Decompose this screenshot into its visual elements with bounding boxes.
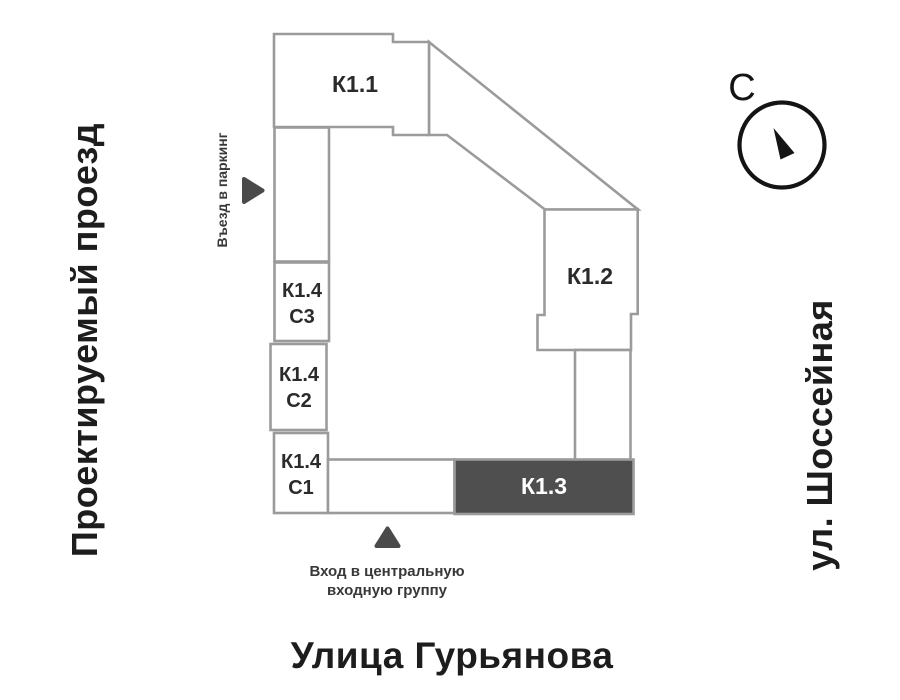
- building-k14s1-shape[interactable]: [274, 433, 328, 513]
- parking-entrance-label: Въезд в паркинг: [214, 132, 230, 248]
- building-k14s1-label-line1: К1.4: [280, 451, 322, 473]
- street-label-left: Проектируемый проезд: [64, 122, 105, 558]
- street-label-bottom: Улица Гурьянова: [290, 635, 614, 676]
- wing-shape: [429, 42, 638, 210]
- building-k14s2-shape[interactable]: [271, 344, 327, 430]
- building-k14s2-label-line2: С2: [286, 390, 312, 412]
- building-k14s2-label-line1: К1.4: [278, 364, 320, 386]
- street-label-right: ул. Шоссейная: [799, 299, 840, 571]
- parking-entrance-arrow-icon: [244, 179, 263, 202]
- building-k14s3-label-line2: С3: [289, 306, 315, 328]
- main-entrance-label-line1: Вход в центральную: [309, 563, 465, 580]
- compass-north-label: С: [728, 67, 756, 109]
- main-entrance-arrow-icon: [377, 529, 399, 547]
- building-k13-label: К1.3: [520, 473, 568, 499]
- left-column-segment: [275, 128, 330, 262]
- corridor-segment: [575, 350, 631, 460]
- main-entrance-label-line2: входную группу: [326, 582, 448, 599]
- building-k14s1-label-line2: С1: [288, 477, 314, 499]
- building-k14s3-label-line1: К1.4: [281, 280, 323, 302]
- compass: [728, 67, 824, 188]
- building-k12-label: К1.2: [566, 263, 614, 289]
- bottom-band-segment: [328, 460, 455, 514]
- building-k11-label: К1.1: [331, 71, 379, 97]
- main-entrance-label: [309, 562, 464, 600]
